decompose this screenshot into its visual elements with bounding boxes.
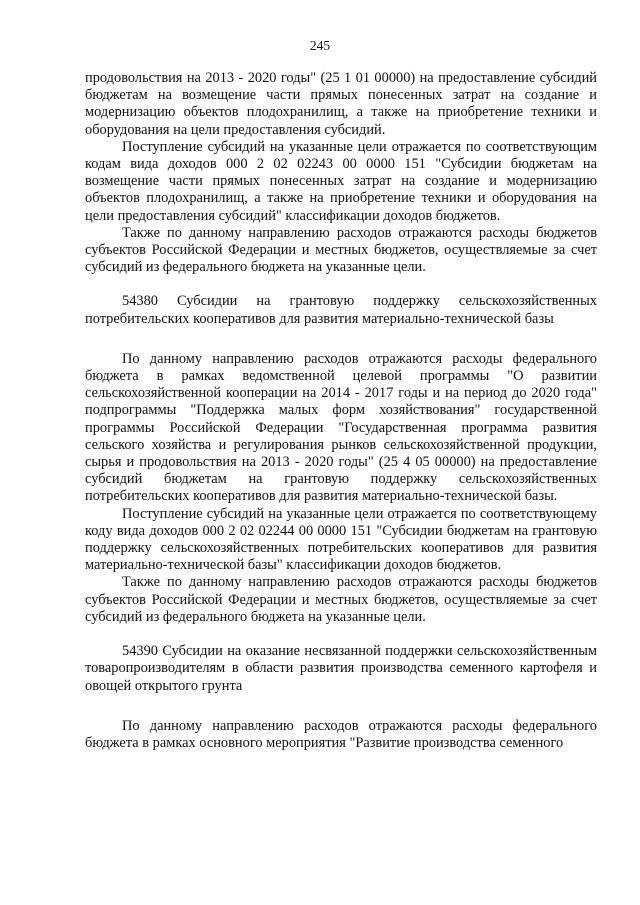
paragraph-54390-expenses: По данному направлению расходов отражаются расходы федерального бюджета в рамках основного мероприятия "Развитие производства семенного — [85, 717, 597, 751]
paragraph-receipt-codes: Поступление субсидий на указанные цели отражается по соответствующим кодам вида доходов 000 2 02 02243 00 0000 151 "Субсидии бюджетам на возмещение части прямых понесенных затрат на создание и модернизацию объектов плодохранилищ, а также на приобретение техники и оборудования на цели предоставления субсидий" классификации доходов бюджетов. — [85, 138, 597, 224]
page-number: 245 — [309, 38, 331, 53]
paragraph-54380-expenses: По данному направлению расходов отражаются расходы федерального бюджета в рамках ведомственной целевой программы "О развитии сельскохозяйственной кооперации на 2014 - 2017 годы и на период до 2020 года" подпрограммы "Поддержка малых форм хозяйствования" государственной программы Российской Федерации "Государственная программа развития сельского хозяйства и регулирования рынков сельскохозяйственной продукции, сырья и продовольствия на 2013 - 2020 годы" (25 4 05 00000) на предоставление субсидий бюджетам на грантовую поддержку сельскохозяйственных потребительских кооперативов для развития материально-технической базы. — [85, 350, 597, 505]
paragraph-54380-regional: Также по данному направлению расходов отражаются расходы бюджетов субъектов Российской Федерации и местных бюджетов, осуществляемые за счет субсидий из федерального бюджета на указанные цели. — [85, 574, 597, 625]
section-heading-54380: 54380 Субсидии на грантовую поддержку сельскохозяйственных потребительских кооперативов для развития материально-технической базы — [85, 293, 597, 327]
paragraph-regional-expenses: Также по данному направлению расходов отражаются расходы бюджетов субъектов Российской Федерации и местных бюджетов, осуществляемые за счет субсидий из федерального бюджета на указанные цели. — [85, 224, 597, 276]
section-heading-54390: 54390 Субсидии на оказание несвязанной поддержки сельскохозяйственным товаропроизводителям в области развития производства семенного картофеля и овощей открытого грунта — [85, 643, 597, 694]
paragraph-continuation: продовольствия на 2013 - 2020 годы" (25 1 01 00000) на предоставление субсидий бюджетам на возмещение части прямых понесенных затрат на создание и модернизацию объектов плодохранилищ, а также на приобретение техники и оборудования на цели предоставления субсидий. — [85, 70, 597, 138]
document-body — [85, 70, 597, 752]
paragraph-54380-receipt: Поступление субсидий на указанные цели отражается по соответствующему коду вида доходов 000 2 02 02244 00 0000 151 "Субсидии бюджетам на грантовую поддержку сельскохозяйственных потребительских кооперативов для развития материально-технической базы" классификации доходов бюджетов. — [85, 505, 597, 574]
